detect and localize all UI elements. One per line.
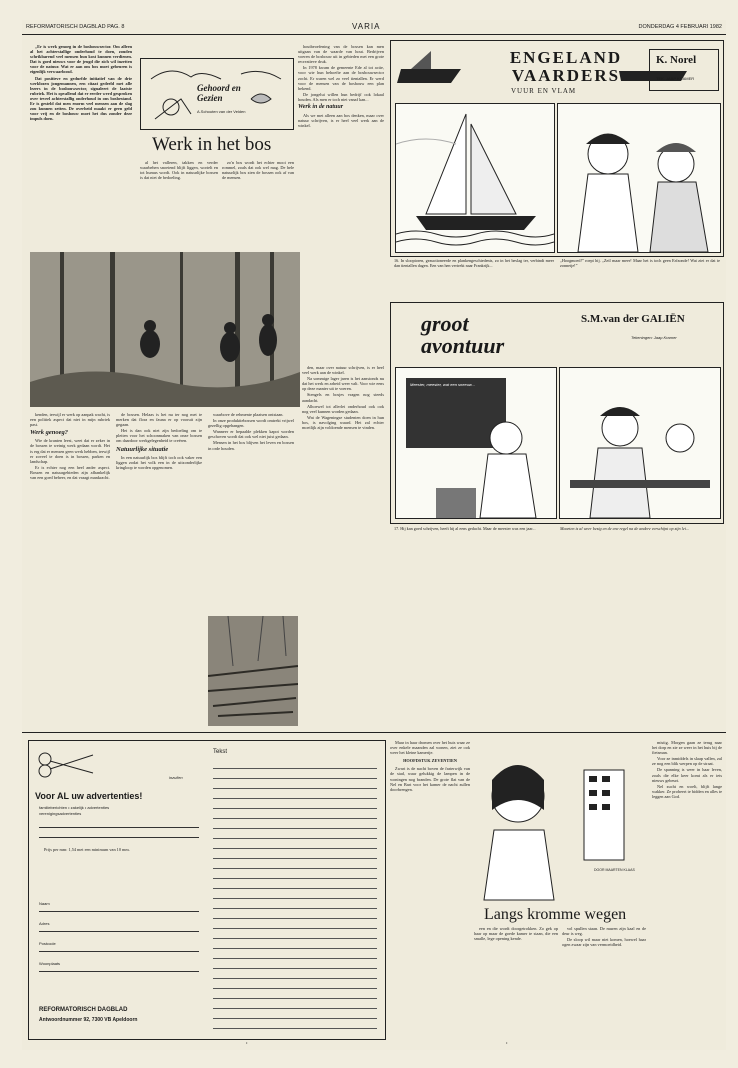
- column-label: [140, 58, 294, 130]
- comic2-artist: Tekeningen: Jaap Kramer: [631, 335, 677, 340]
- article-body-3: houtbeoefening van de bossen kan men uitgaan van de waarde van hout. Bedrijven voeren de bosbouw uit in gebieden met een grote recreatieve druk. In 1978 kwam de gemeente Ede al tot actie, voor wie hun behoefte aan de bosbouwsector zocht. Er waren wel zo veel tientallen. Er werd voor de mensen van de bosbouw een plan bekend. De jongelui willen hun bedrijf ook lokaal houden. Als men er toch niet vanaf kan... Werk in de natuur Als we met alleen aan bos denken, maar over natuur schrijven, is er heel veel werk aan de winkel.: [298, 44, 384, 129]
- intro-text: „Er is werk genoeg in de bosbouwsector. Om alleen al het achterstallige onderhoud te doen, zouden schrikbarend veel mensen hun kost kunnen verdienen. Dat is goed nieuws voor de jeugd die zich wil inzetten voor de natuur. Wat er aan ons bos moet gebeuren is eigenlijk verwaarloosd.: [30, 44, 132, 75]
- page-folio: •: [246, 1040, 248, 1045]
- story-illustration: [474, 740, 646, 902]
- mid-divider: [22, 732, 726, 733]
- column-title: Gehoord en Gezien: [197, 83, 241, 103]
- scissor-label: inzullen: [169, 775, 183, 780]
- form-title: Voor AL uw advertenties!: [35, 791, 143, 801]
- issue-date: DONDERDAG 4 FEBRUARI 1982: [638, 24, 722, 30]
- groot-avontuur-caption-left: 17. Hij kan goed schrijven, heeft hij al eens gedacht. Maar de meester was een jaar...: [394, 526, 536, 531]
- author-box: [649, 49, 719, 91]
- article-intro: „Er is werk genoeg in de bosbouwsector. Om alleen al het achterstallige onderhoud te doen, zouden schrikbarend veel mensen hun kost kunnen verdienen. Dat is goed nieuws voor de jeugd die zich wil inzetten voor de natuur. Wat er aan ons bos moet gebeuren is eigenlijk verwaarloosd. Dat positieve en gedurfde initiatief van de drie werklozen jongemannen, een citaat gedeeld met alle lezers in de bosbouwsector, signaleert de laatste rubriek. Het is opvallend dat er eerder werd gesproken over teveel achterstallig onderhoud in ons bosbestand. Er is gesteld dat men enorm veel mensen aan de slag zou kunnen zetten. De overheid maakt er geen geld voor vrij en de bosbouw moet het dus zonder deze impuls doen.: [30, 44, 132, 122]
- comic-panel-sailors: [557, 103, 721, 253]
- article-body-2: zo'n bos wordt het echter mooi een rommel, zoals dat ook wel mag. De hele natuurlijk bos zien de bossen ook af van de mensen.: [222, 160, 294, 181]
- story-col-2: een en die wordt doorgetrokken. Zo gek op haar op maar de goede kamer te staan, die een smalle, lege opening kende.: [474, 926, 558, 942]
- engelandvaarders-caption-left: 16. In slooptoren, geauctioneerde en plankengeschiedenis, zo in het beslag ter, verbindt meer dan tientallen dagen. Een van hen vertrekt naar Frankrijk...: [394, 258, 554, 268]
- page-folio: •: [506, 1040, 508, 1045]
- paper-name: REFORMATORISCH DAGBLAD PAG. 8: [26, 24, 125, 30]
- groot-avontuur-comic: [390, 302, 724, 524]
- scissors-icon: [35, 749, 95, 779]
- story-credit: DOOR MAARTEN KLAAS: [594, 868, 635, 872]
- newspaper-page: [22, 20, 726, 1050]
- form-footer-2: Antwoordnummer 92, 7300 VB Apeldoorn: [39, 1017, 138, 1023]
- form-check-1[interactable]: familieberichten • zakelijk • advertenties: [39, 805, 110, 810]
- comic2-author: S.M.van der GALIËN: [581, 313, 685, 325]
- story-col-1: Maar in haar dromen over het huis waar ze over enkele maanden zal wonen, ziet ze ook weer het kleine kamertje. HOOFDSTUK ZEVENTIEN Zwart is de nacht boven de fraterwijk van de stad, waar gelukkig de lampen in de woningen nog branden. De grote flat van de Nel en Bart voor het kamer de nacht zullen doorbrengen.: [390, 740, 470, 792]
- name-label: Naam: [39, 901, 50, 906]
- comic2-title: groot avontuur: [421, 311, 505, 358]
- comic-author: K. Norel: [656, 54, 697, 66]
- logs-photo: [208, 616, 298, 726]
- chapter-title: HOOFDSTUK ZEVENTIEN: [403, 758, 457, 764]
- story-headline: Langs kromme wegen: [484, 906, 627, 923]
- article-body-7: den, maar over natuur schrijven, is er heel veel werk aan de winkel. Na sommige lager jaren is het aanstonds nu dat het werk en arbeid weer valt. Voor wie eens op deze manier uit te voeren. Stengels en bosjes vragen nog steeds aandacht. Alhoewel tot allerlei onderhoud ook ook nog veel kunnen worden gedaan. Wat de Wageningse studenten doen in hun bos, is navolging waard. Het zal echter moeilijk zijn voldoende mensen te vinden.: [302, 365, 384, 431]
- comic-subtitle: VUUR EN VLAM: [511, 87, 577, 95]
- advert-form: [28, 740, 386, 1040]
- comic2-panel-desk: [559, 367, 721, 519]
- postcode-field[interactable]: [39, 951, 199, 952]
- article-body-1: al het valleren, takken en verder waarbehen snoeiend blijft liggen, wortelt en tot humus wordt. Ook in natuurlijke bossen is dat niet de bedoeling.: [140, 160, 218, 181]
- comic-panel-sea: [395, 103, 555, 253]
- groot-avontuur-banner: [391, 303, 723, 365]
- form-line: [39, 837, 199, 838]
- article-body-5: de bossen. Helaas is het nu ter nog met te merken dat flora en fauna er op vooruit zijn gegaan. Het is dan ook niet zijn bedoeling om te pleiten voor het schoonmaken van onze bossen om daardoor werkgelegenheid te creëren. Natuurlijke situatie In een natuurlijk bos blijft toch ook vaker een liggen zodat het volk een in de uitzonderlijke kringloop te worden opgenomen.: [116, 412, 202, 470]
- groot-avontuur-caption-right: Maarten is al weer bezig en de ene regel na de andere verschijnt op zijn lei...: [560, 526, 690, 531]
- address-field[interactable]: [39, 931, 199, 932]
- story-col-3: vol spullen staan. De muren zijn kaal en de deur is weg. De sloop wil maar niet komen, hoewel haar ogen zwaar zijn van vermoeidheid.: [562, 926, 646, 948]
- address-label: Adres: [39, 921, 50, 926]
- column-author: A.Schouten van der Velden: [197, 109, 246, 114]
- comic2-panel-classroom: [395, 367, 557, 519]
- subhead-natuurlijk: Natuurlijke situatie: [116, 445, 169, 453]
- form-line: [39, 827, 199, 828]
- speech-bubble: Meester, meester, wat een sneeuw...: [410, 382, 475, 387]
- forest-workers-photo: [30, 252, 300, 407]
- headline-werk: Werk in het bos: [152, 134, 272, 155]
- engelandvaarders-caption-right: „Hoogmoed!” roept hij. „Zeil maar meer! Maar het is toch geen Erfzonde! Wat ziet er dat te zonnetje!”: [560, 258, 720, 268]
- story-lead: Maar in haar dromen over het huis waar ze over enkele maanden zal wonen, ziet ze ook weer het kleine kamertje.: [390, 740, 470, 756]
- place-field[interactable]: [39, 971, 199, 972]
- subhead-natuur: Werk in de natuur: [298, 104, 344, 111]
- postcode-label: Postcode: [39, 941, 56, 946]
- section-title: VARIA: [352, 22, 381, 31]
- comic-artist: TEK. JAAP KRAMER: [656, 76, 695, 81]
- form-check-2[interactable]: verenigingsadvertenties: [39, 811, 82, 816]
- article-body-6: waarbove de rehmente plaatsen ontstaan. In onze produktiebossen wordt omtrekt vrijwel gezellig opgehangen. Wanneer er bepaalde plekken kapot worden geschoven wordt dat ook wel niet juist gedaan. Mensen in het bos blijven het leven en bossen in orde houden.: [208, 412, 294, 451]
- subhead-werk-genoeg: Werk genoeg?: [30, 429, 68, 437]
- text-grid[interactable]: [213, 759, 377, 1029]
- name-field[interactable]: [39, 911, 199, 912]
- engelandvaarders-comic: [390, 40, 724, 257]
- place-label: Woonplaats: [39, 961, 61, 966]
- form-terms: Prijs per mm: 1,54 met een minimum van 10 mm.: [44, 847, 130, 852]
- comic-title: ENGELAND VAARDERS: [509, 48, 623, 85]
- story-col-4: mistig. Morgen gaan ze terug naar het dorp en zie ze weer in het huis bij de fietsman. Voor ze inmiddels in slaap vallen, zal ze nog een blik werpen op de straat. De spanning is weer in haar leven, zoals die elke keer komt als er iets nieuws gebeurt. Nel zucht en woelt, blijft lange wakker. Ze probeert te bidden en alles te leggen aan God.: [652, 740, 722, 799]
- text-label: Tekst: [213, 749, 228, 755]
- form-footer-1: REFORMATORISCH DAGBLAD: [39, 1007, 128, 1013]
- page-header: [22, 20, 726, 35]
- article-body-4: kenden, terwijl er werk op aanpak wacht, is een politiek aspect dat niet in mijn rubriek past. Werk genoeg? Wie de kranten leest, weet dat er zeker in de bossen te weinig werk gedaan wordt. Het is erg dat er mensen geen werk hebben, terwijl er zoveel te doen is in bossen, parken en landschap. Er is echter nog een heel ander aspect. Bossen en natuurgebieden zijn afhankelijk van een goed beheer, en dat vraagt mankracht.: [30, 412, 110, 481]
- engelandvaarders-banner: [391, 41, 723, 101]
